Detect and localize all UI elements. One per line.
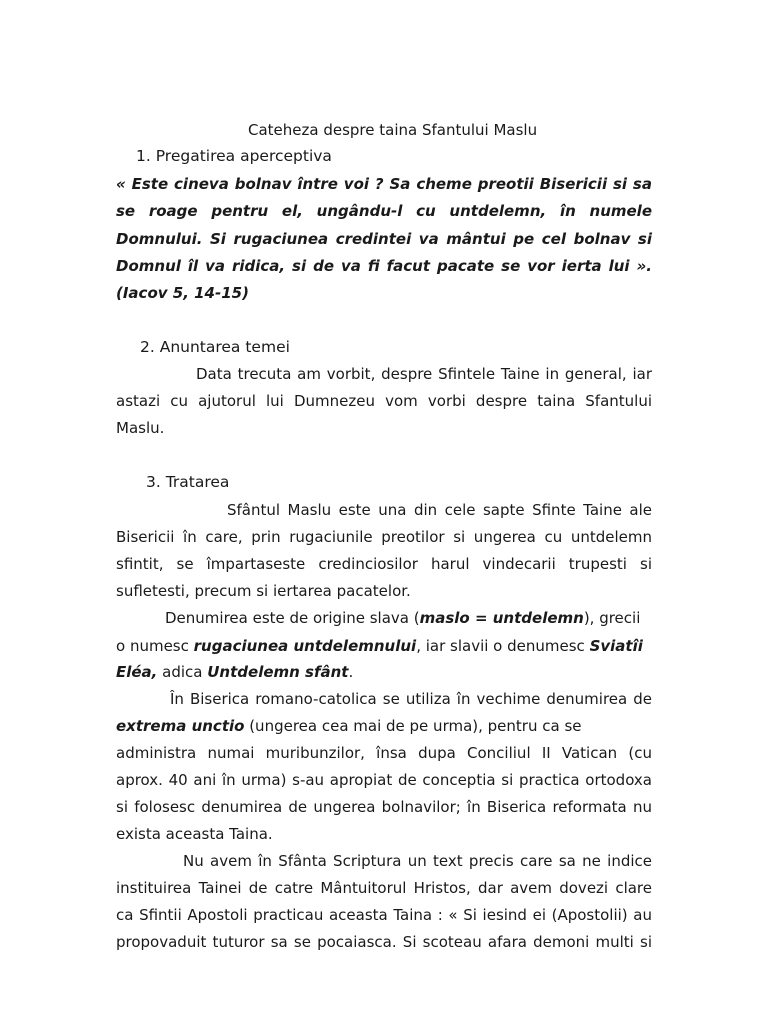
p3-line-5: si folosesc denumirea de ungerea bolnavilor; în Biserica reformata nu xyxy=(116,798,652,816)
p2-text: o numesc xyxy=(116,637,194,655)
p2-text: ), grecii xyxy=(583,609,641,627)
p2-text: , iar slavii o denumesc xyxy=(416,637,590,655)
p2-text: adica xyxy=(157,663,208,681)
p3-line-6: exista aceasta Taina. xyxy=(116,825,273,843)
p2-term-slavic-2: Eléa, xyxy=(116,663,158,681)
p1-line-1: Sfântul Maslu este una din cele sapte Sfinte Taine ale xyxy=(227,501,652,519)
quote-line-1: « Este cineva bolnav între voi ? Sa cheme preotii Bisericii si sa xyxy=(116,175,652,193)
p3-text: (ungerea cea mai de pe urma), pentru ca se xyxy=(244,717,582,735)
section-2-line-2: astazi cu ajutorul lui Dumnezeu vom vorbi despre taina Sfantului xyxy=(116,392,652,410)
p2-term-maslo: maslo = untdelemn xyxy=(419,609,584,627)
quote-line-3: Domnului. Si rugaciunea credintei va mântui pe cel bolnav si xyxy=(116,230,652,248)
quote-line-4: Domnul îl va ridica, si de va fi facut pacate se vor ierta lui ». xyxy=(116,257,652,275)
quote-reference: (Iacov 5, 14-15) xyxy=(116,284,249,302)
p3-line-2 xyxy=(116,716,652,736)
p1-line-4: sufletesti, precum si iertarea pacatelor. xyxy=(116,582,411,600)
p1-line-3: sfintit, se împartaseste credinciosilor harul vindecarii trupesti si xyxy=(116,555,652,573)
p4-line-3: ca Sfintii Apostoli practicau aceasta Taina : « Si iesind ei (Apostolii) au xyxy=(116,906,652,924)
p3-line-4: aprox. 40 ani în urma) s-au apropiat de conceptia si practica ortodoxa xyxy=(116,771,652,789)
p2-line-1 xyxy=(165,608,652,628)
p2-line-3 xyxy=(116,662,652,682)
p4-line-4: propovaduit tuturor sa se pocaiasca. Si scoteau afara demoni multi si xyxy=(116,933,652,951)
p2-text: . xyxy=(348,663,354,681)
p3-line-1: În Biserica romano-catolica se utiliza în vechime denumirea de xyxy=(170,690,652,708)
quote-line-2: se roage pentru el, ungându-l cu untdelemn, în numele xyxy=(116,202,652,220)
p1-line-2: Bisericii în care, prin rugaciunile preotilor si ungerea cu untdelemn xyxy=(116,528,652,546)
document-title: Cateheza despre taina Sfantului Maslu xyxy=(248,121,538,139)
p4-line-1: Nu avem în Sfânta Scriptura un text precis care sa ne indice xyxy=(183,852,652,870)
p2-line-2 xyxy=(116,636,652,656)
section-2-line-1: Data trecuta am vorbit, despre Sfintele Taine in general, iar xyxy=(196,365,652,383)
section-2-heading: 2. Anuntarea temei xyxy=(140,338,290,356)
p3-line-3: administra numai muribunzilor, însa dupa Conciliul II Vatican (cu xyxy=(116,744,652,762)
p3-term-extrema-unctio: extrema unctio xyxy=(116,717,245,735)
p4-line-2: instituirea Tainei de catre Mântuitorul Hristos, dar avem dovezi clare xyxy=(116,879,652,897)
p2-term-slavic: Sviatîi xyxy=(589,637,643,655)
section-1-heading: 1. Pregatirea aperceptiva xyxy=(136,147,332,165)
p2-term-greek: rugaciunea untdelemnului xyxy=(193,637,417,655)
section-2-line-3: Maslu. xyxy=(116,419,165,437)
section-3-heading: 3. Tratarea xyxy=(146,473,230,491)
p2-term-untdelemn: Untdelemn sfânt xyxy=(207,663,349,681)
p2-text: Denumirea este de origine slava ( xyxy=(165,609,420,627)
